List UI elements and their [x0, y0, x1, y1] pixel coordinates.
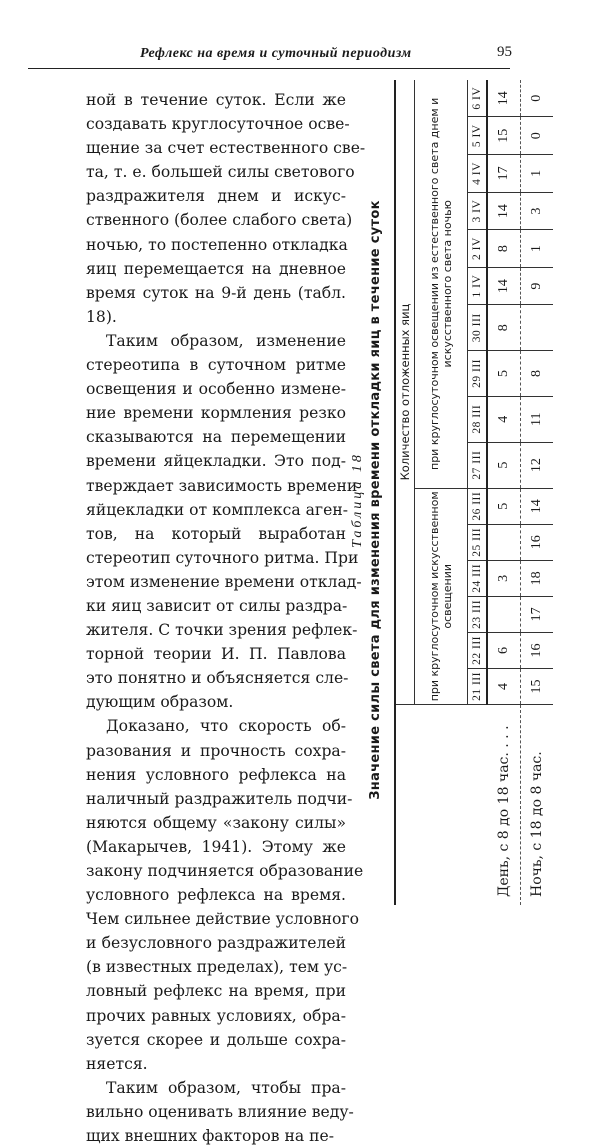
body-line: ственного (более слабого света)	[86, 211, 353, 230]
body-line: стереотипа в суточном ритме	[86, 356, 346, 375]
body-line: прочих равных условиях, обра-	[86, 1006, 346, 1025]
table-cell: 8	[521, 351, 554, 397]
body-line: торной теории И. П. Павлова	[86, 645, 346, 664]
body-line: дующим образом.	[86, 693, 234, 712]
table-cell: 8	[487, 230, 521, 267]
table-cell: 14	[487, 267, 521, 305]
table-cell	[487, 524, 521, 560]
body-line: ки яиц зависит от силы раздра-	[86, 596, 348, 615]
date-header: 21 III	[468, 668, 488, 704]
table-cell: 15	[521, 668, 554, 704]
body-line: это понятно и объясняется сле-	[86, 669, 349, 688]
body-line: (в известных пределах), тем ус-	[86, 958, 348, 977]
date-header: 1 IV	[468, 267, 488, 305]
date-header: 2 IV	[468, 230, 488, 267]
table-title: Значение силы света для изменения времени откладки яиц в течение суток	[368, 200, 383, 800]
page-header	[28, 40, 510, 69]
body-line: разования и прочность сохра-	[86, 741, 346, 760]
body-line: тверждает зависимость времени	[86, 476, 358, 495]
table-cell: 0	[521, 80, 554, 117]
table-cell: 14	[487, 80, 521, 117]
body-line: ной в течение суток. Если же	[86, 91, 346, 109]
body-line: няются общему «закону силы»	[86, 813, 346, 832]
date-header: 24 III	[468, 560, 488, 596]
table-cell: 1	[521, 155, 554, 193]
body-line: стереотип суточного ритма. При	[86, 548, 359, 567]
table-cell: 1	[521, 230, 554, 267]
body-line: щение за счет естественного све-	[86, 139, 366, 158]
date-header: 6 IV	[468, 80, 488, 117]
body-line: раздражителя днем и искус-	[86, 187, 346, 206]
body-line: (Макарычев, 1941). Этому же	[86, 837, 346, 856]
rotated-table-block	[350, 75, 570, 925]
table-cell: 8	[487, 305, 521, 351]
body-line: яиц перемещается на дневное	[86, 259, 346, 278]
body-line: наличный раздражитель подчи-	[86, 789, 353, 808]
table-cell	[487, 596, 521, 632]
table-cell: 14	[521, 488, 554, 524]
page-number: 95	[497, 44, 512, 60]
body-line: жителя. С точки зрения рефлек-	[86, 621, 358, 640]
table-cell: 16	[521, 524, 554, 560]
date-header: 22 III	[468, 632, 488, 668]
body-line: сказываются на перемещении	[86, 428, 346, 447]
date-header: 28 III	[468, 396, 488, 442]
table-cell	[521, 305, 554, 351]
table-cell: 5	[487, 488, 521, 524]
date-header: 23 III	[468, 596, 488, 632]
table-cell: 3	[487, 560, 521, 596]
body-line: закону подчиняется образование	[86, 862, 364, 880]
body-line: времени яйцекладки. Это под-	[86, 452, 346, 471]
body-line: Таким образом, изменение	[106, 331, 346, 350]
table-caption: Таблица 18	[350, 452, 365, 548]
body-line: Доказано, что скорость об-	[106, 717, 346, 736]
table-row	[521, 80, 554, 905]
body-line: условного рефлекса на время.	[86, 886, 346, 905]
row-header-corner	[395, 705, 487, 906]
row-label: Ночь, с 18 до 8 час.	[529, 751, 545, 897]
body-line: Чем сильнее действие условного	[86, 910, 359, 929]
date-header: 29 III	[468, 351, 488, 397]
body-line: этом изменение времени отклад-	[86, 572, 362, 591]
body-line: тов, на который выработан	[86, 524, 346, 543]
table-cell: 11	[521, 396, 554, 442]
table-cell: 4	[487, 396, 521, 442]
body-line: ловный рефлекс на время, при	[86, 982, 346, 1001]
table-cell: 3	[521, 192, 554, 230]
table-cell: 12	[521, 442, 554, 488]
body-line: ние времени кормления резко	[86, 404, 346, 423]
date-header: 27 III	[468, 442, 488, 488]
table-cell: 6	[487, 632, 521, 668]
table-row	[487, 80, 521, 905]
date-header: 30 III	[468, 305, 488, 351]
body-line: Таким образом, чтобы пра-	[106, 1078, 346, 1097]
body-line: зуется скорее и дольше сохра-	[86, 1030, 346, 1049]
body-line: создавать круглосуточное осве-	[86, 115, 350, 134]
date-header: 3 IV	[468, 192, 488, 230]
row-label: День, с 8 до 18 час. . . .	[487, 705, 521, 906]
header-egg-count: Количество отложенных яиц	[395, 80, 415, 705]
body-line: вильно оценивать влияние веду-	[86, 1102, 354, 1121]
body-line: 18).	[86, 307, 117, 326]
body-line: время суток на 9-й день (табл.	[86, 283, 346, 302]
group-header: при круглосуточном искусственном освещении	[415, 488, 468, 704]
body-line: яйцекладки от комплекса аген-	[86, 500, 348, 519]
table-cell: 17	[487, 155, 521, 193]
date-header: 25 III	[468, 524, 488, 560]
body-line: щих внешних факторов на пе-	[86, 1127, 334, 1146]
table-cell: 17	[521, 596, 554, 632]
table-cell: 4	[487, 668, 521, 704]
running-title: Рефлекс на время и суточный периодизм	[140, 46, 412, 61]
body-line: и безусловного раздражителей	[86, 934, 346, 953]
body-line: та, т. е. большей силы светового	[86, 163, 355, 182]
table-cell: 14	[487, 192, 521, 230]
body-line: освещения и особенно измене-	[86, 380, 346, 399]
date-header: 4 IV	[468, 155, 488, 193]
egg-laying-table	[394, 80, 553, 905]
group-header: при круглосуточном освещении из естественного света днем и искусственного света ночью	[415, 80, 468, 488]
date-header: 5 IV	[468, 117, 488, 155]
table-cell: 16	[521, 632, 554, 668]
body-line: ночью, то постепенно откладка	[86, 235, 348, 254]
table-cell: 9	[521, 267, 554, 305]
body-line: нения условного рефлекса на	[86, 765, 346, 784]
table-cell: 5	[487, 442, 521, 488]
table-cell: 18	[521, 560, 554, 596]
table-cell: 0	[521, 117, 554, 155]
table-cell: 5	[487, 351, 521, 397]
table-cell: 15	[487, 117, 521, 155]
date-header: 26 III	[468, 488, 488, 524]
body-line: няется.	[86, 1054, 148, 1073]
